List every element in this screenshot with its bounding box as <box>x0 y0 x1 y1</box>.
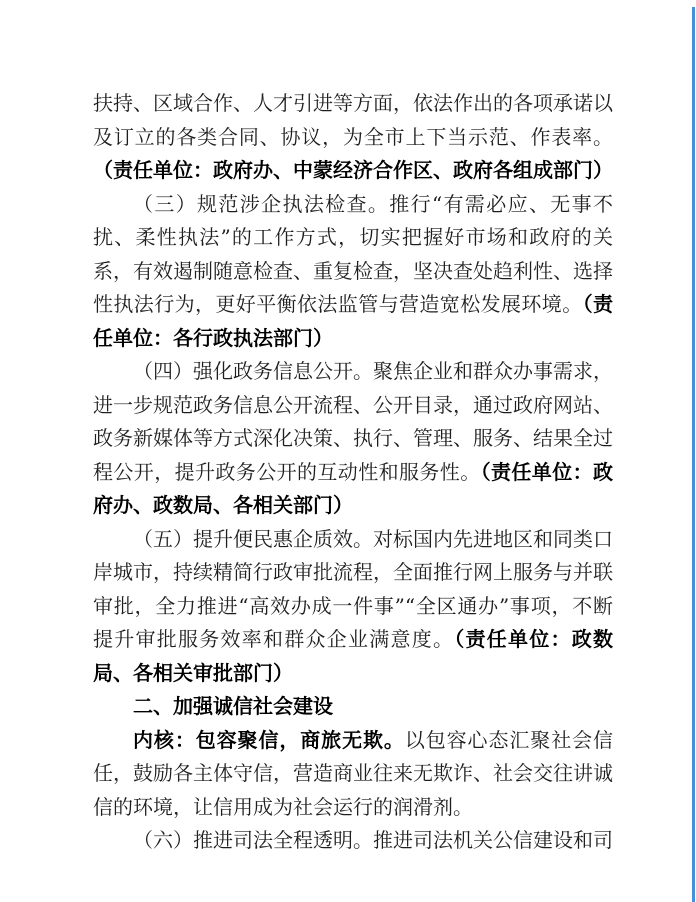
body-text: 推进司法机关公信建设和司 <box>373 828 613 852</box>
paragraph-lead: （三）规范涉企执法检查。 <box>133 191 390 216</box>
paragraph <box>93 724 613 825</box>
section-heading: 二、加强诚信社会建设 <box>133 694 333 718</box>
paragraph-lead: （六）推进司法全程透明。 <box>133 828 373 852</box>
paragraph-lead: （四）强化政务信息公开。 <box>133 359 373 383</box>
paragraph <box>93 523 613 691</box>
responsibility-clause: （责任单位：政数局、各相关审批部门） <box>93 627 613 685</box>
window-edge-scrollbar[interactable] <box>692 7 695 902</box>
paragraph-lead: （五）提升便民惠企质效。 <box>133 526 373 551</box>
body-text: 推行“有需必应、无事不扰、柔性执法”的工作方式，切实把握好市场和政府的关系，有效遏制随意检查、重复检查，坚决查处趋利性、选择性执法行为，更好平衡依法监管与营造宽松发展环境。 <box>93 191 614 316</box>
body-text: 以包容心态汇聚社会信任，鼓励各主体守信，营造商业往来无欺诈、社会交往讲诚信的环境，让信用成为社会运行的润滑剂。 <box>93 727 614 819</box>
body-text: 对标国内先进地区和同类口岸城市，持续精简行政审批流程，全面推行网上服务与并联审批，全力推进“高效办成一件事”“全区通办”事项，不断提升审批服务效率和群众企业满意度。 <box>93 526 613 651</box>
paragraph <box>93 87 613 188</box>
paragraph-lead: 内核：包容聚信，商旅无欺。 <box>133 727 405 752</box>
responsibility-clause: （责任单位：政府办、中蒙经济合作区、政府各组成部门） <box>93 158 613 182</box>
responsibility-clause: （责任单位：政府办、政数局、各相关部门） <box>93 459 614 517</box>
paragraph <box>93 188 613 356</box>
responsibility-clause: （责任单位：各行政执法部门） <box>93 292 614 350</box>
document-page <box>93 87 613 858</box>
paragraph <box>93 824 613 858</box>
body-text: 扶持、区域合作、人才引进等方面，依法作出的各项承诺以及订立的各类合同、协议，为全市上下当示范、作表率。 <box>93 91 613 149</box>
body-text: 聚焦企业和群众办事需求，进一步规范政务信息公开流程、公开目录，通过政府网站、政务新媒体等方式深化决策、执行、管理、服务、结果全过程公开，提升政务公开的互动性和服务性。 <box>93 359 613 484</box>
paragraph <box>93 355 613 523</box>
